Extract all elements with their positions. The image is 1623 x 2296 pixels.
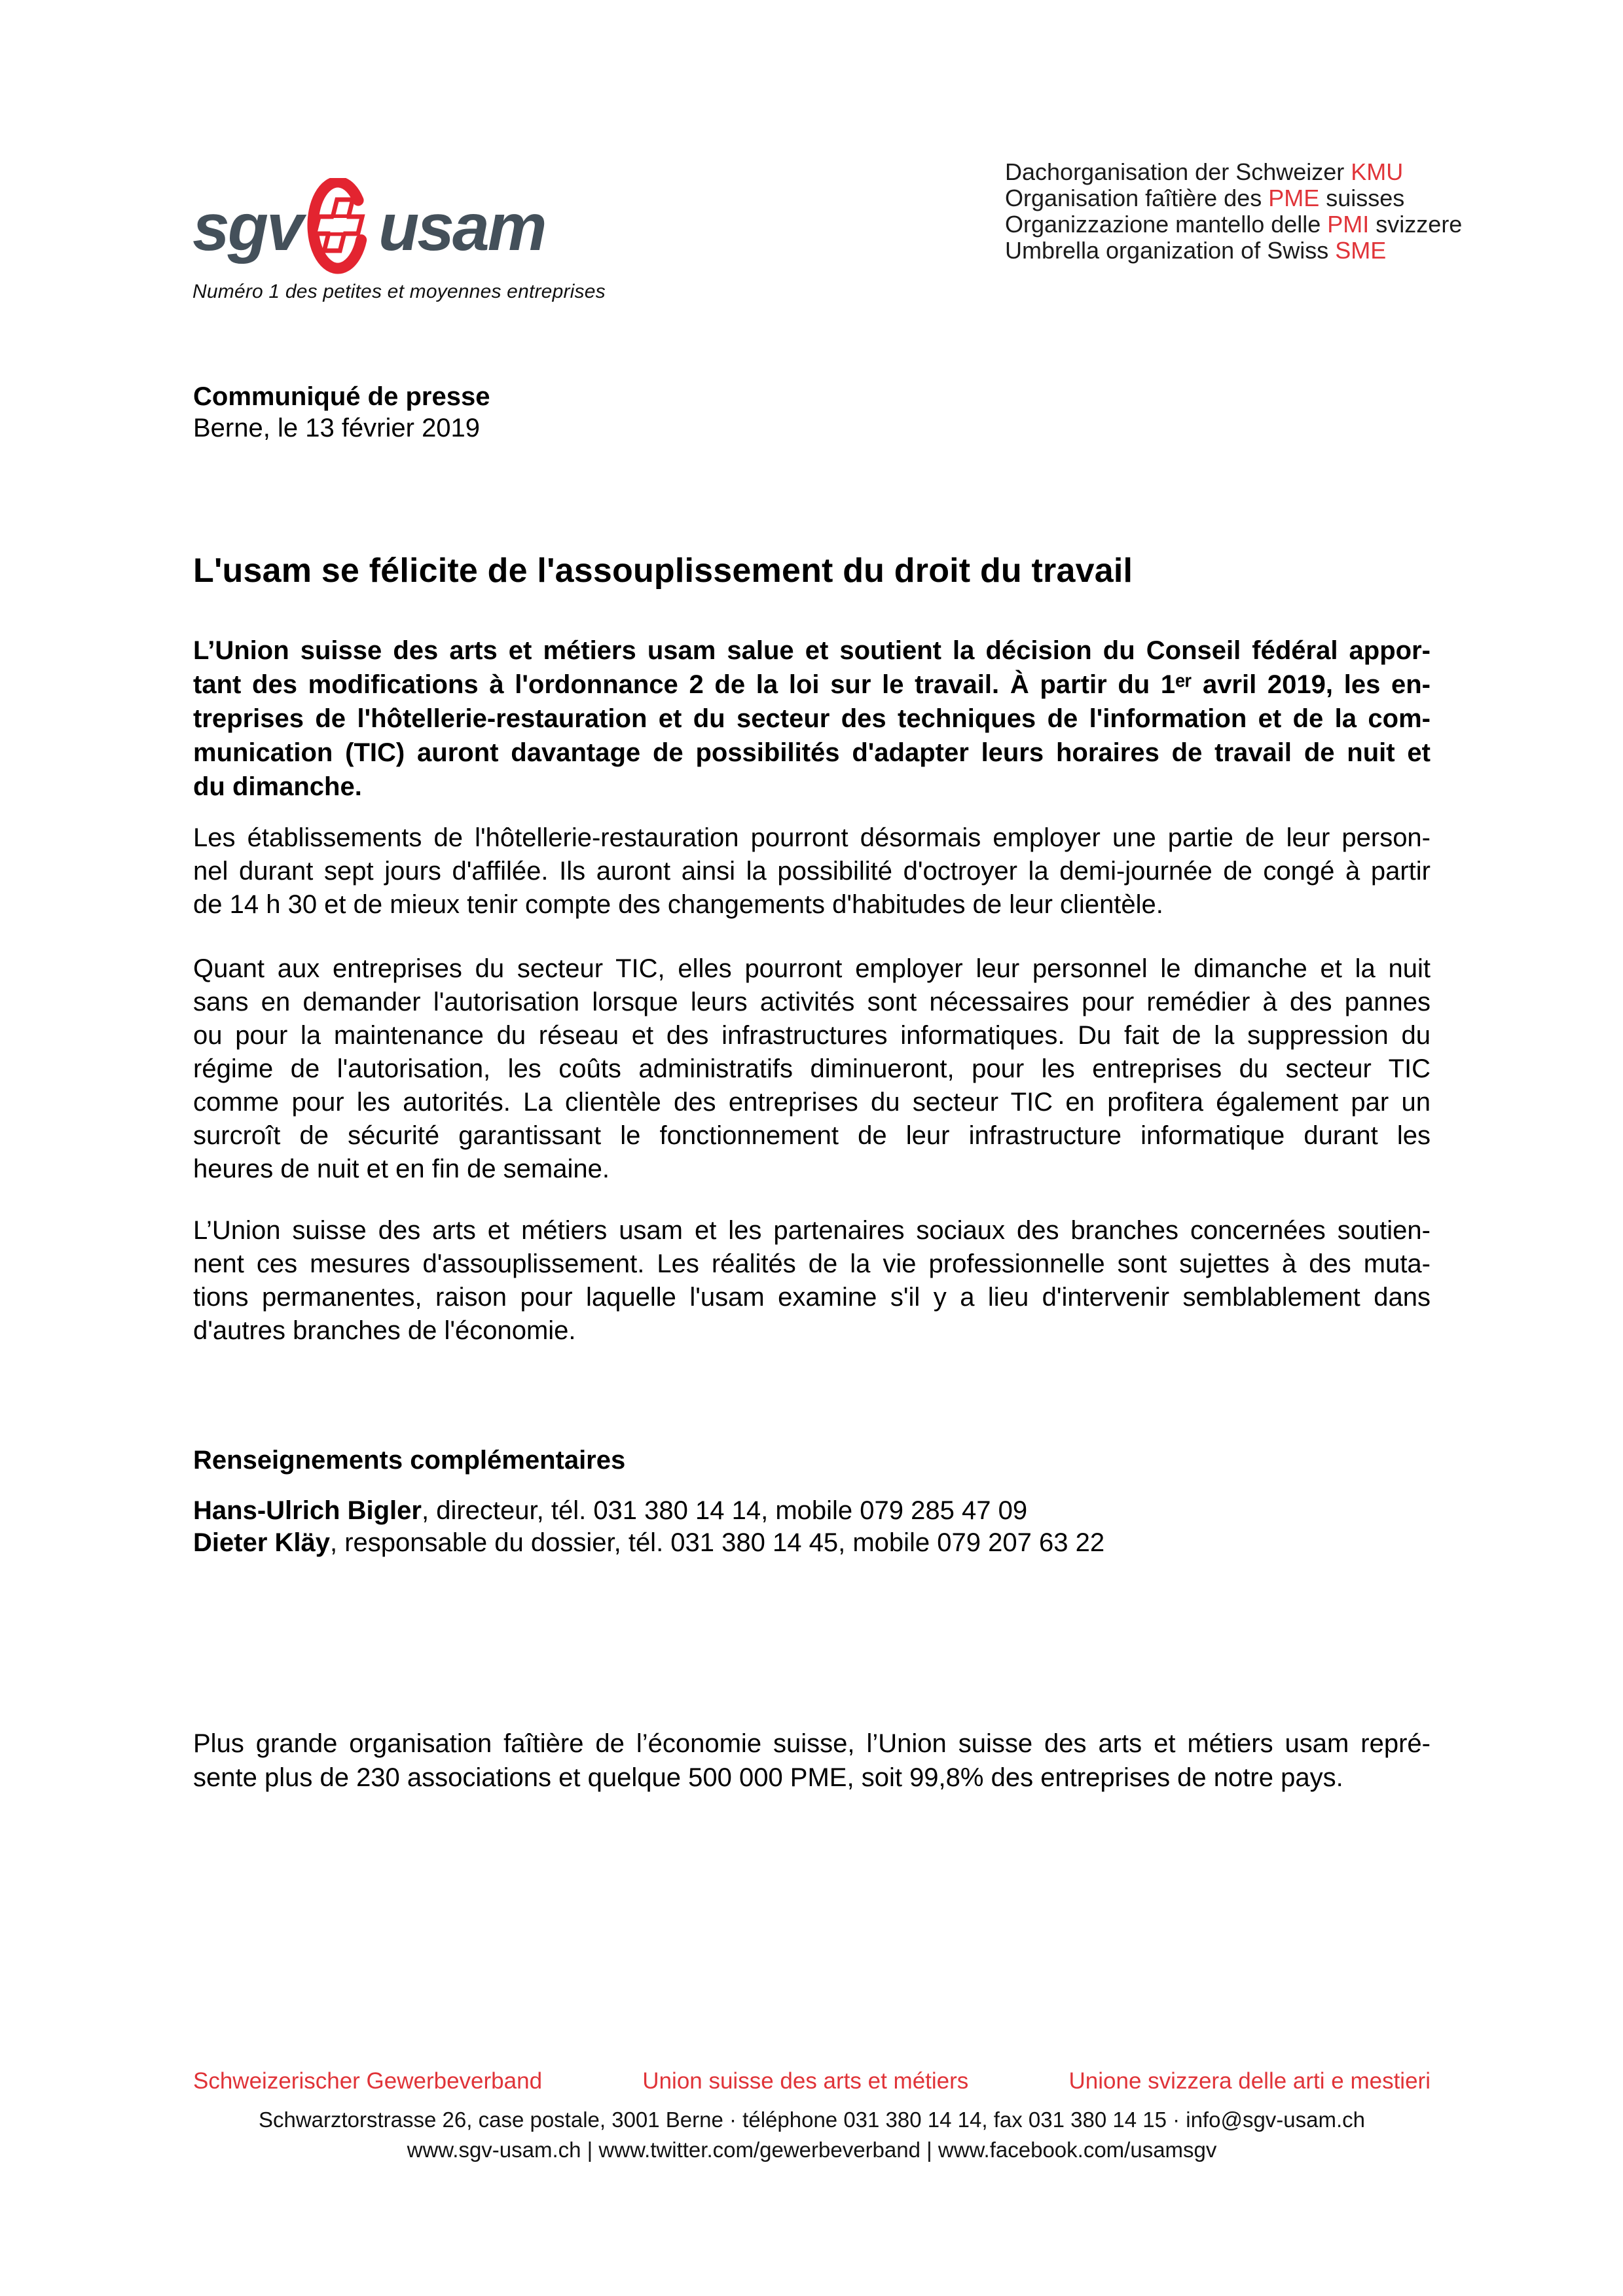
- logo-tagline: Numéro 1 des petites et moyennes entreprises: [192, 281, 606, 302]
- text-line: munication (TIC) auront davantage de possibilités d'adapter leurs horaires de travail de nuit et: [193, 738, 1431, 767]
- footer-organisation: Unione svizzera delle arti e mestieri: [1068, 2068, 1431, 2094]
- body-paragraph-3: [193, 1214, 1431, 1348]
- text-line: régime de l'autorisation, les coûts administratifs diminueront, pour les entreprises du secteur TIC: [193, 1054, 1431, 1083]
- text-line: Les établissements de l'hôtellerie-restauration pourront désormais employer une partie de leur person-: [193, 823, 1431, 852]
- text-line: comme pour les autorités. La clientèle des entreprises du secteur TIC en profitera également par un: [193, 1088, 1431, 1117]
- letterhead-line: Umbrella organization of Swiss SME: [1005, 237, 1387, 264]
- document-type: Communiqué de presse: [193, 382, 490, 411]
- text-line: d'autres branches de l'économie.: [193, 1316, 576, 1345]
- text-line: L’Union suisse des arts et métiers usam et les partenaires sociaux des branches concernées soutien-: [193, 1216, 1431, 1245]
- footer-organisation: Schweizerischer Gewerbeverband: [193, 2068, 543, 2094]
- text-line: sente plus de 230 associations et quelque 500 000 PME, soit 99,8% des entreprises de notre pays.: [193, 1763, 1343, 1792]
- text-line: treprises de l'hôtellerie-restauration et du secteur des techniques de l'information et de la com-: [193, 704, 1431, 733]
- contact-name: Hans-Ulrich Bigler: [193, 1496, 422, 1525]
- text-line: sans en demander l'autorisation lorsque leurs activités sont nécessaires pour remédier à des pannes: [193, 988, 1431, 1016]
- text-line: de 14 h 30 et de mieux tenir compte des changements d'habitudes de leur clientèle.: [193, 890, 1163, 919]
- press-release-title: L'usam se félicite de l'assouplissement du droit du travail: [193, 552, 1133, 590]
- boilerplate-paragraph: [193, 1727, 1431, 1795]
- contact-line: Hans-Ulrich Bigler, directeur, tél. 031 380 14 14, mobile 079 285 47 09: [193, 1496, 1028, 1525]
- letterhead-org-block: [1005, 159, 1503, 264]
- contact-name: Dieter Kläy: [193, 1528, 330, 1557]
- footer-organisation: Union suisse des arts et métiers: [642, 2068, 969, 2094]
- swiss-cross-at-icon: [310, 182, 366, 268]
- letterhead-line: Organizzazione mantello delle PMI svizzere: [1005, 211, 1463, 238]
- text-line: ou pour la maintenance du réseau et des infrastructures informatiques. Du fait de la suppression du: [193, 1021, 1431, 1050]
- text-line: L’Union suisse des arts et métiers usam salue et soutient la décision du Conseil fédéral appor-: [193, 636, 1431, 665]
- contact-line: Dieter Kläy, responsable du dossier, tél. 031 380 14 45, mobile 079 207 63 22: [193, 1528, 1105, 1557]
- footer-address: Schwarztorstrasse 26, case postale, 3001 Berne · téléphone 031 380 14 14, fax 031 380 14 15 · info@sgv-usam.ch: [258, 2108, 1366, 2132]
- document-meta: [193, 381, 1431, 444]
- contacts-heading: Renseignements complémentaires: [193, 1446, 626, 1475]
- logo-text-usam: usam: [378, 190, 545, 264]
- text-line: tant des modifications à l'ordonnance 2 de la loi sur le travail. À partir du 1ᵉʳ avril 2019, les en-: [193, 670, 1431, 699]
- text-line: Plus grande organisation faîtière de l’économie suisse, l’Union suisse des arts et métiers usam repré-: [193, 1729, 1431, 1758]
- org-abbreviation: PME: [1268, 185, 1320, 211]
- text-line: tions permanentes, raison pour laquelle l'usam examine s'il y a lieu d'intervenir semblablement dans: [193, 1283, 1431, 1312]
- text-line: nel durant sept jours d'affilée. Ils auront ainsi la possibilité d'octroyer la demi-journée de congé à partir: [193, 857, 1431, 886]
- sgv-usam-logo: [192, 178, 611, 276]
- sgv-usam-logo-graphic: [192, 178, 559, 276]
- text-line: Quant aux entreprises du secteur TIC, elles pourront employer leur personnel le dimanche et la nuit: [193, 954, 1431, 983]
- text-line: surcroît de sécurité garantissant le fonctionnement de leur infrastructure informatique durant les: [193, 1121, 1431, 1150]
- org-abbreviation: SME: [1335, 237, 1387, 264]
- dateline: Berne, le 13 février 2019: [193, 414, 481, 442]
- letterhead-line: Dachorganisation der Schweizer KMU: [1005, 158, 1404, 185]
- footer-organisations: [193, 2067, 1431, 2096]
- text-line: heures de nuit et en fin de semaine.: [193, 1155, 610, 1183]
- text-line: nent ces mesures d'assouplissement. Les réalités de la vie professionnelle sont sujettes à des muta-: [193, 1249, 1431, 1278]
- body-paragraph-1: [193, 821, 1431, 922]
- letterhead-line: Organisation faîtière des PME suisses: [1005, 185, 1405, 211]
- org-abbreviation: PMI: [1327, 211, 1370, 238]
- body-paragraph-2: [193, 952, 1431, 1186]
- org-abbreviation: KMU: [1351, 158, 1404, 185]
- logo-text-sgv: sgv: [192, 190, 302, 264]
- footer-links: www.sgv-usam.ch | www.twitter.com/gewerbeverband | www.facebook.com/usamsgv: [407, 2138, 1217, 2162]
- text-line: du dimanche.: [193, 772, 362, 801]
- lead-paragraph: [193, 634, 1431, 804]
- contacts-list: [193, 1495, 1431, 1559]
